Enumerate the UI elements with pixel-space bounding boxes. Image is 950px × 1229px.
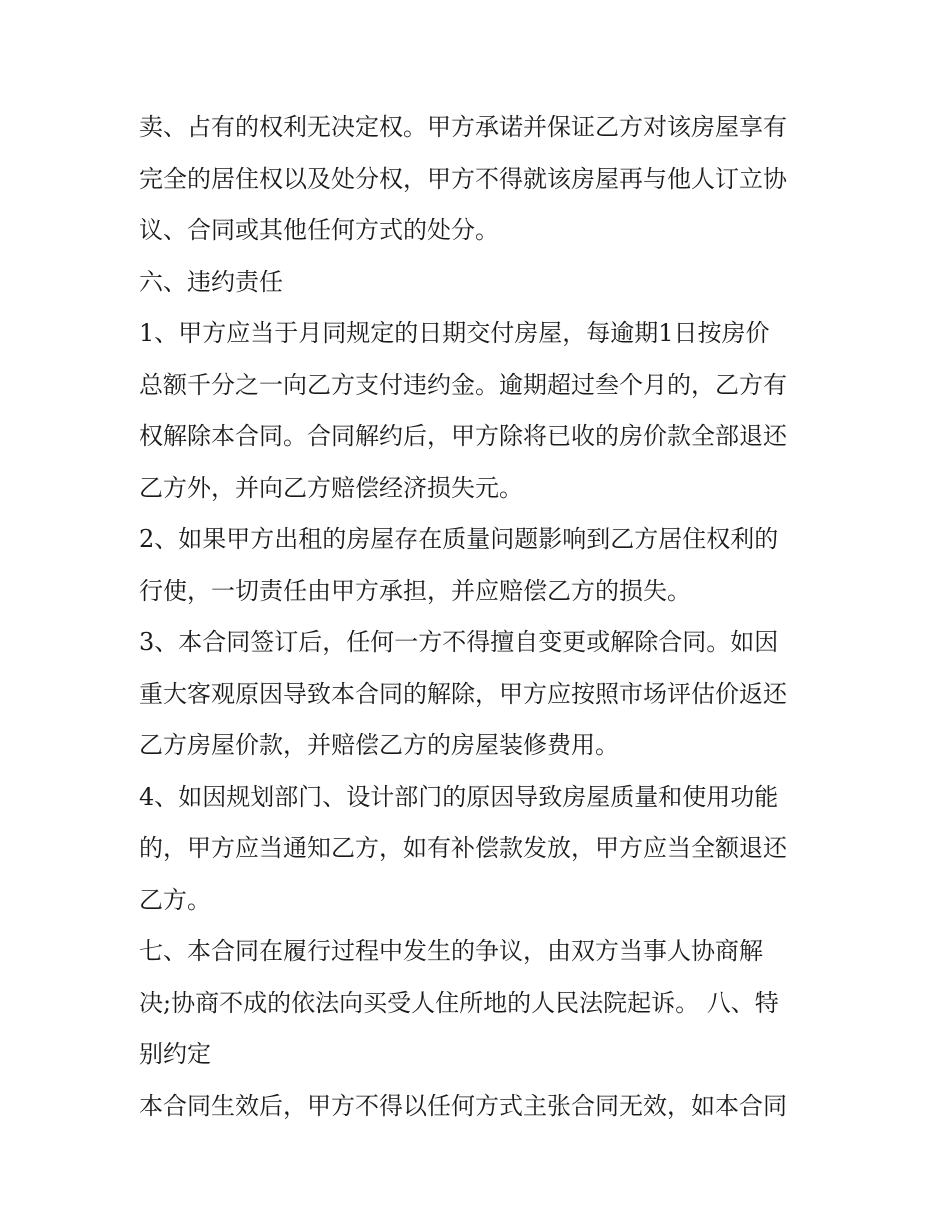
text-line-2: 完全的居住权以及处分权，甲方不得就该房屋再与他人订立协 <box>139 164 787 193</box>
text-line-16: 乙方。 <box>139 885 211 914</box>
text-line-5: 1、甲方应当于月同规定的日期交付房屋，每逾期1日按房价 <box>139 319 770 347</box>
text-line-14: 4、如因规划部门、设计部门的原因导致房屋质量和使用功能 <box>139 782 779 811</box>
text-line-18: 决;协商不成的依法向买受人住所地的人民法院起诉。 八、特 <box>139 988 779 1017</box>
text-line-17: 七、本合同在履行过程中发生的争议，由双方当事人协商解 <box>139 937 763 965</box>
text-line-12: 重大客观原因导致本合同的解除，甲方应按照市场评估价返还 <box>139 679 787 708</box>
text-line-11: 3、本合同签订后，任何一方不得擅自变更或解除合同。如因 <box>139 628 779 656</box>
section-heading-breach-liability: 六、违约责任 <box>139 267 283 296</box>
text-line-10: 行使，一切责任由甲方承担，并应赔偿乙方的损失。 <box>139 576 691 605</box>
text-line-15: 的，甲方应当通知乙方，如有补偿款发放，甲方应当全额退还 <box>139 834 787 862</box>
text-line-19: 别约定 <box>139 1040 211 1068</box>
contract-text-body <box>139 102 819 1132</box>
text-line-7: 权解除本合同。合同解约后，甲方除将已收的房价款全部退还 <box>139 422 787 450</box>
text-line-6: 总额千分之一向乙方支付违约金。逾期超过叁个月的，乙方有 <box>139 370 787 399</box>
text-line-8: 乙方外，并向乙方赔偿经济损失元。 <box>139 473 523 502</box>
text-line-3: 议、合同或其他任何方式的处分。 <box>139 216 499 244</box>
text-line-1: 卖、占有的权利无决定权。甲方承诺并保证乙方对该房屋享有 <box>139 113 787 141</box>
text-line-20: 本合同生效后，甲方不得以任何方式主张合同无效，如本合同 <box>139 1091 787 1120</box>
text-line-13: 乙方房屋价款，并赔偿乙方的房屋装修费用。 <box>139 731 619 759</box>
text-line-9: 2、如果甲方出租的房屋存在质量问题影响到乙方居住权利的 <box>139 525 779 553</box>
